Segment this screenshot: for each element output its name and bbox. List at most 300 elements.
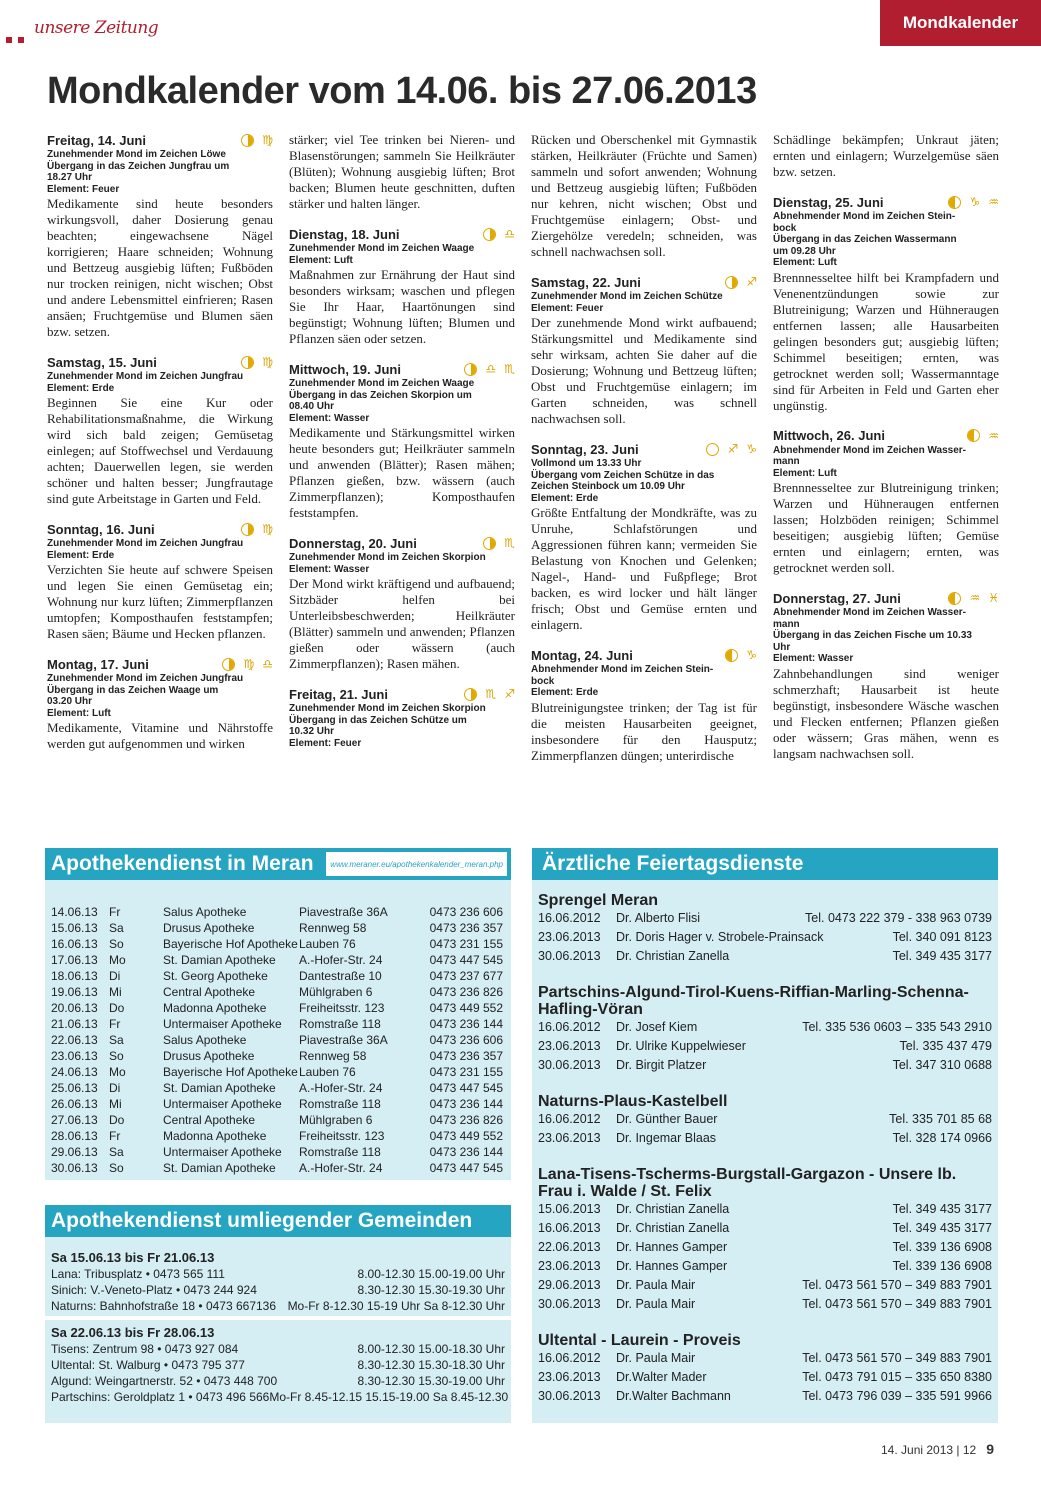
pharmacy-cell: 0473 236 826 [429,985,503,999]
doctor-cell: 16.06.2012 [538,1020,601,1034]
scorpio-icon: ♏ [504,536,515,550]
entry-text: Zahnbehandlungen sind weniger schmerzhaft; Hausarbeit ist heute begünstigt, insbesondere Wäsche waschen und Flecken entfernen; Pflanzen gießen oder wässern; Gras mähen, wenn es langsam nachwachsen soll. [773,665,999,761]
entry-date: Freitag, 14. Juni [47,132,146,148]
entry-info [773,211,999,269]
entry-info [531,664,757,699]
pharmacy-address: Sinich: V.-Veneto-Platz • 0473 244 924 [51,1283,257,1297]
doctor-cell: Tel. 339 136 6908 [892,1240,992,1254]
entry-info [47,149,273,195]
calendar-column [289,132,515,763]
pharmacy-line [51,1389,509,1405]
pharmacy-cell: Rennweg 58 [299,921,367,935]
pharmacy-cell: Fr [109,1017,121,1031]
moon-phase-icon [222,658,235,671]
doctor-cell: Dr. Christian Zanella [616,1221,730,1235]
doctor-row [538,1018,992,1037]
doctor-cell: Tel. 349 435 3177 [892,1202,992,1216]
calendar-entry [47,354,273,507]
entry-date: Freitag, 21. Juni [289,686,388,702]
pharmacy-address: Tisens: Zentrum 98 • 0473 927 084 [51,1342,239,1356]
entry-date: Montag, 17. Juni [47,656,149,672]
pharmacy-row [45,1000,511,1016]
pharmacy-cell: Fr [109,1129,121,1143]
entry-info [289,243,515,266]
doctor-cell: 30.06.2013 [538,1297,601,1311]
pharmacy-cell: 22.06.13 [51,1033,98,1047]
entry-info [531,458,757,504]
pharmacy-cell: Di [109,969,121,983]
entry-info [47,673,273,719]
entry-info-line: Element: Feuer [531,302,604,314]
entry-symbols [464,688,515,701]
doctor-cell: Tel. 0473 791 015 – 335 650 8380 [802,1370,992,1384]
calendar-entry [47,656,273,752]
sagittarius-icon: ♐ [727,442,739,456]
entry-symbols [241,523,273,536]
pharmacy-cell: Mühlgraben 6 [299,1113,373,1127]
doctor-cell: Tel. 0473 561 570 – 349 883 7901 [802,1297,992,1311]
entry-info [289,703,515,749]
entry-info-line: Zunehmender Mond im Zeichen Jungfrau [47,538,244,549]
pharmacy-meran-heading [45,848,511,880]
doctor-cell: Tel. 349 435 3177 [892,949,992,963]
entry-date: Mittwoch, 26. Juni [773,428,885,443]
pharmacy-surrounding-heading [45,1205,511,1237]
pharmacy-period-block [45,1320,511,1407]
moon-phase-icon [464,363,477,376]
pharmacy-cell: Central Apotheke [163,1113,256,1127]
entry-date: Donnerstag, 20. Juni [289,535,417,551]
entry-info-line: 08.40 Uhr [289,401,335,412]
period-title: Sa 15.06.13 bis Fr 21.06.13 [51,1250,215,1265]
pharmacy-cell: Romstraße 118 [299,1097,381,1111]
entry-header [289,361,515,377]
doctor-cell: 23.06.2013 [538,1259,601,1273]
pharmacy-cell: 24.06.13 [51,1065,98,1079]
entry-info-line: Zunehmender Mond im Zeichen Waage [289,378,475,389]
pharmacy-row [45,1048,511,1064]
region-title: Ultental - Laurein - Proveis [538,1332,741,1349]
entry-header [531,647,757,663]
doctor-row [538,909,992,928]
doctor-row [538,1238,992,1257]
calendar-column [531,132,757,778]
entry-date: Dienstag, 25. Juni [773,194,884,210]
calendar-entry [773,194,999,414]
pharmacy-cell: 27.06.13 [51,1113,98,1127]
doctor-cell: Dr. Doris Hager v. Strobele-Prainsack [616,930,824,944]
entry-text: Maßnahmen zur Ernährung der Haut sind besonders wirksam; waschen und pflegen Sie Ihr Haar, Haartönungen sind begünstigt; Wohnung lüften; Blumen und Pflanzen säen oder setzen. [289,267,515,346]
pharmacy-row [45,1096,511,1112]
entry-symbols [464,363,515,376]
pharmacy-cell: 26.06.13 [51,1097,98,1111]
doctor-cell: Tel. 0473 796 039 – 335 591 9966 [802,1389,992,1403]
pharmacy-cell: Madonna Apotheke [163,1129,267,1143]
doctor-cell: 15.06.2013 [538,1202,601,1216]
doctor-cell: Dr. Paula Mair [616,1297,696,1311]
moon-phase-icon [464,688,477,701]
libra-icon: ♎ [485,362,497,376]
pharmacy-cell: Mo [109,1065,126,1079]
calendar-entry [289,535,515,672]
entry-header [47,354,273,370]
calendar-entry [47,521,273,642]
calendar-entry [531,647,757,764]
pharmacy-hours: 8.30-12.30 15.30-19.30 Uhr [357,1283,505,1297]
doctor-cell: Dr. Christian Zanella [616,1202,730,1216]
continued-text: Schädlinge bekämpfen; Unkraut jäten; ernten und einlagern; Wurzelgemüse säen bzw. setzen. [773,132,999,179]
entry-info-line: Übergang in das Zeichen Jungfrau um [47,160,230,172]
pharmacy-hours: 8.30-12.30 15.30-19.00 Uhr [357,1374,505,1388]
pharmacy-cell: Freiheitsstr. 123 [299,1001,385,1015]
entry-date: Sonntag, 23. Juni [531,441,639,457]
pharmacy-cell: St. Georg Apotheke [163,969,268,983]
pharmacy-calendar-link[interactable]: www.meraner.eu/apothekenkalender_meran.php [326,852,507,876]
pharmacy-cell: A.-Hofer-Str. 24 [299,1161,383,1175]
page-number: 9 [986,1441,994,1457]
pharmacy-line [51,1282,505,1298]
pharmacy-row [45,1144,511,1160]
calendar-column [47,132,273,766]
entry-header [289,686,515,702]
doctor-cell: 23.06.2013 [538,1370,601,1384]
pharmacy-cell: 29.06.13 [51,1145,98,1159]
entry-info-line: Element: Luft [289,254,353,266]
pharmacy-cell: Untermaiser Apotheke [163,1097,282,1111]
entry-info-line: Übergang in das Zeichen Skorpion um [289,389,472,401]
pharmacy-cell: 0473 449 552 [429,1129,503,1143]
pharmacy-cell: 0473 236 606 [429,905,503,919]
entry-info-line: Übergang in das Zeichen Fische um 10.33 [773,630,972,641]
pharmacy-cell: 0473 231 155 [429,1065,503,1079]
pharmacy-hours: 8.00-12.30 15.00-18.30 Uhr [357,1342,505,1356]
entry-text: Der zunehmende Mond wirkt aufbauend; Stärkungsmittel und Medikamente sind sehr wirksam, achten Sie daher auf die Dosierung; Wohnung und Bettzeug lüften; Obst und Fruchtgemüse einlagern; im Garten schneiden, was schnell nachwachsen soll. [531,315,757,426]
entry-text: Medikamente sind heute besonders wirkungsvoll, daher Dosierung genau beachten; eingewachsene Nägel korrigieren; Haare schneiden; Wohnung und Bettzeug ausgiebig lüften; Fußböden nur trocken reinigen, nicht wischen; Obst und andere Lebensmittel einfrieren; Rasen ansäen; Fruchtgemüse und Blumen säen bzw. setzen. [47,196,273,339]
section-tab[interactable]: Mondkalender [880,0,1041,46]
moon-phase-icon [241,356,254,369]
pharmacy-cell: Mi [109,1097,122,1111]
doctor-cell: 23.06.2013 [538,1131,601,1145]
moon-phase-icon [483,537,496,550]
pharmacy-cell: 0473 236 826 [429,1113,503,1127]
pharmacy-cell: Sa [109,1033,124,1047]
doctors-box [532,848,998,1423]
entry-header [47,132,273,148]
pharmacy-address: Algund: Weingartnerstr. 52 • 0473 448 700 [51,1374,278,1388]
doctor-region [532,1160,998,1314]
pharmacy-address: Naturns: Bahnhofstraße 18 • 0473 667136 [51,1299,277,1313]
doctor-row [538,928,992,947]
pisces-icon: ♓ [988,591,999,605]
pharmacy-line [51,1298,505,1314]
pharmacy-cell: Madonna Apotheke [163,1001,267,1015]
pharmacy-cell: 0473 236 357 [429,1049,503,1063]
entry-symbols [241,356,273,369]
pharmacy-cell: Central Apotheke [163,985,256,999]
entry-header [289,535,515,551]
calendar-entry [531,441,757,633]
pharmacy-cell: So [109,937,124,951]
pharmacy-address: Lana: Tribusplatz • 0473 565 111 [51,1267,225,1281]
calendar-column [773,132,999,776]
entry-info-line: Element: Luft [47,707,111,719]
entry-info-line: Übergang in das Zeichen Wassermann [773,234,957,245]
pharmacy-cell: 25.06.13 [51,1081,98,1095]
pharmacy-meran-box [45,848,511,1180]
doctor-cell: Dr.Walter Bachmann [616,1389,731,1403]
entry-symbols [241,134,273,147]
calendar-entry [773,590,999,762]
entry-info [47,538,273,561]
entry-info-line: Zunehmender Mond im Zeichen Jungfrau [47,673,244,684]
entry-info-line: Element: Wasser [773,653,854,664]
pharmacy-hours: Mo-Fr 8-12.30 15-19 Uhr Sa 8-12.30 Uhr [287,1299,505,1313]
pharmacy-cell: 14.06.13 [51,905,98,919]
pharmacy-cell: 20.06.13 [51,1001,98,1015]
doctor-row [538,1219,992,1238]
pharmacy-cell: Salus Apotheke [163,905,247,919]
doctor-row [538,1276,992,1295]
pharmacy-cell: 0473 449 552 [429,1001,503,1015]
pharmacy-period-block [45,1245,511,1316]
doctor-row [538,1349,992,1368]
entry-info-line: Element: Luft [773,257,837,268]
doctor-cell: Tel. 347 310 0688 [892,1058,992,1072]
pharmacy-row [45,952,511,968]
doctor-cell: Dr. Paula Mair [616,1278,696,1292]
pharmacy-cell: 16.06.13 [51,937,98,951]
entry-date: Sonntag, 16. Juni [47,521,155,537]
pharmacy-cell: 0473 231 155 [429,937,503,951]
pharmacy-cell: 0473 236 144 [429,1097,503,1111]
virgo-icon: ♍ [262,522,273,536]
pharmacy-cell: So [109,1049,124,1063]
entry-info-line: Element: Erde [47,549,115,561]
capricorn-icon: ♑ [746,442,757,456]
entry-symbols [222,658,273,671]
pharmacy-cell: Drusus Apotheke [163,921,255,935]
entry-info [773,445,999,480]
doctor-cell: 30.06.2013 [538,1058,601,1072]
entry-info-line: Zunehmender Mond im Zeichen Waage [289,243,475,254]
doctor-cell: Tel. 335 437 479 [899,1039,992,1053]
pharmacy-cell: 17.06.13 [51,953,98,967]
libra-icon: ♎ [262,657,273,671]
doctor-row [538,1037,992,1056]
doctors-list [532,880,998,1406]
pharmacy-cell: A.-Hofer-Str. 24 [299,953,383,967]
doctor-cell: 22.06.2013 [538,1240,601,1254]
pharmacy-cell: Untermaiser Apotheke [163,1145,282,1159]
pharmacy-cell: 0473 237 677 [429,969,503,983]
entry-info-line: Abnehmender Mond im Zeichen Wasser- [773,607,966,618]
entry-info-line: Übergang in das Zeichen Waage um [47,684,219,696]
doctor-cell: Dr. Ulrike Kuppelwieser [616,1039,746,1053]
doctor-cell: Dr.Walter Mader [616,1370,707,1384]
entry-info-line: Übergang in das Zeichen Schütze um [289,714,467,726]
pharmacy-cell: A.-Hofer-Str. 24 [299,1081,383,1095]
calendar-entry [289,361,515,521]
pharmacy-cell: St. Damian Apotheke [163,1161,276,1175]
pharmacy-cell: 0473 236 144 [429,1017,503,1031]
pharmacy-cell: 21.06.13 [51,1017,98,1031]
entry-info-line: 10.32 Uhr [289,726,335,737]
pharmacy-cell: Di [109,1081,121,1095]
entry-text: Verzichten Sie heute auf schwere Speisen und legen Sie einen Gemüsetag ein; Wohnung nur kurz lüften; Zimmerpflanzen umtopfen; Komposthaufen feststampfen; Rasen säen; Bäume und Hecken pflanzen. [47,562,273,641]
entry-text: Blutreinigungstee trinken; der Tag ist für die meisten Hausarbeiten geeignet, insbesondere für den Hausputz; Zimmerpflanzen düngen; unterirdische [531,699,757,763]
pharmacy-hours: 8.30-12.30 15.30-18.30 Uhr [357,1358,505,1372]
pharmacy-cell: Romstraße 118 [299,1017,381,1031]
entry-text: Brennnesseltee hilft bei Krampfadern und Venenentzündungen sowie zur Blutreinigung; Warzen und Hühneraugen entfernen lassen; alle Hausarbeiten gelingen besonders gut; ausgiebig lüften; Schimmel beseitigen; ernten, was getrocknet werden soll; Wassermanntage sind für Arbeiten in Feld und Garten eher ungünstig. [773,269,999,413]
entry-info-line: Element: Erde [47,382,115,394]
entry-date: Mittwoch, 19. Juni [289,361,401,377]
pharmacy-row [45,1128,511,1144]
entry-info-line: Element: Luft [773,467,837,479]
calendar-entry [47,132,273,340]
period-title: Sa 22.06.13 bis Fr 28.06.13 [51,1325,215,1340]
pharmacy-row [45,1016,511,1032]
pharmacy-cell: Bayerische Hof Apotheke [163,937,298,951]
calendar-entry [773,428,999,577]
calendar-entry [289,226,515,347]
pharmacy-cell: Drusus Apotheke [163,1049,255,1063]
entry-info-line: Element: Wasser [289,412,370,424]
pharmacy-cell: Sa [109,1145,124,1159]
entry-info [289,378,515,424]
entry-info-line: um 09.28 Uhr [773,245,836,257]
entry-date: Montag, 24. Juni [531,647,633,663]
pharmacy-row [45,1160,511,1176]
entry-info-line: 03.20 Uhr [47,696,93,707]
entry-info-line: Uhr [773,641,791,653]
entry-info-line: Abnehmender Mond im Zeichen Stein- [773,211,956,222]
entry-info-line: Abnehmender Mond im Zeichen Wasser- [773,444,966,456]
pharmacy-cell: Freiheitsstr. 123 [299,1129,385,1143]
doctor-cell: Tel. 0473 222 379 - 338 963 0739 [805,911,992,925]
pharmacy-line [51,1357,505,1373]
aquarius-icon: ♒ [988,195,999,209]
doctor-cell: 23.06.2013 [538,1039,601,1053]
entry-header [289,226,515,242]
pharmacy-cell: Piavestraße 36A [299,1033,388,1047]
pharmacy-cell: Mo [109,953,126,967]
pharmacy-cell: 0473 236 606 [429,1033,503,1047]
doctor-cell: Dr. Birgit Platzer [616,1058,707,1072]
pharmacy-row [45,904,511,920]
moon-phase-icon [725,649,738,662]
pharmacy-cell: Mi [109,985,122,999]
libra-icon: ♎ [504,227,515,241]
entry-info-line: bock [531,675,555,687]
pharmacy-row [45,984,511,1000]
region-title: Lana-Tisens-Tscherms-Burgstall-Gargazon - Unsere lb. Frau i. Walde / St. Felix [538,1166,957,1200]
continued-text: Rücken und Oberschenkel mit Gymnastik stärken, Heilkräuter (Früchte und Samen) sammeln und sofort anwenden; Wohnung und Bettzeug ausgiebig lüften; Fußböden nur kehren, nicht wischen; Obst und Fruchtgemüse einlagern; Obst- und Ziergehölze veredeln; schneiden, was schnell nachwachsen soll. [531,132,757,259]
doctor-row [538,1129,992,1148]
entry-text: Medikamente und Stärkungsmittel wirken heute besonders gut; Heilkräuter sammeln und anwenden (Blätter); Rasen mähen; Pflanzen gießen, bzw. wässern (auch Zimmerpflanzen); Komposthaufen feststampfen. [289,425,515,520]
doctor-cell: Tel. 328 174 0966 [892,1131,992,1145]
pharmacy-cell: 15.06.13 [51,921,98,935]
pharmacy-row [45,1112,511,1128]
moon-phase-icon [706,443,719,456]
capricorn-icon: ♑ [969,195,981,209]
doctor-row [538,1110,992,1129]
entry-header [47,656,273,672]
issue-label: 14. Juni 2013 | 12 [881,1443,977,1457]
pharmacy-cell: Lauben 76 [299,937,356,951]
moon-phase-icon [241,134,254,147]
doctors-title: Ärztliche Feiertagsdienste [542,852,804,875]
entry-info [773,607,999,665]
continued-text: stärker; viel Tee trinken bei Nieren- und Blasenstörungen; sammeln Sie Heilkräuter (Blüten); Wohnung ausgiebig lüften; Brot backen; Blumen heute geschnitten, duften stärker und halten länger. [289,132,515,211]
entry-info [47,371,273,394]
entry-info-line: Element: Wasser [289,563,370,575]
pharmacy-hours: 8.00-12.30 15.00-19.00 Uhr [357,1267,505,1281]
logo-squares [6,30,30,48]
doctor-cell: 30.06.2013 [538,1389,601,1403]
aquarius-icon: ♒ [988,428,999,443]
pharmacy-row [45,968,511,984]
entry-text: Brennnesseltee zur Blutreinigung trinken; Warzen und Hühneraugen entfernen lassen; Holzböden reinigen; Schimmel beseitigen; ausgiebig lüften; Gemüse ernten und einlagern; ernten, was getrocknet werden soll. [773,480,999,575]
pharmacy-cell: Mühlgraben 6 [299,985,373,999]
entry-symbols [948,196,999,209]
entry-text: Beginnen Sie eine Kur oder Rehabilitationsmaßnahme, die Wirkung wird sich bald zeigen; Gemüsetag einlegen; auf Stoffwechsel und Verdauung achten; Dauerwellen legen, sie werden schöner und halten besser; Jungfrautage sind gute Arbeitstage in Garten und Feld. [47,395,273,506]
pharmacy-cell: Sa [109,921,124,935]
calendar-entry [531,274,757,427]
pharmacy-row [45,920,511,936]
entry-info-line: Element: Erde [531,492,599,504]
entry-symbols [967,429,999,442]
virgo-icon: ♍ [262,133,273,147]
doctor-region [532,1087,998,1148]
entry-text: Der Mond wirkt kräftigend und aufbauend; Sitzbäder helfen bei Unterleibsbeschwerden; Heilkräuter (Blätter) sammeln und anwenden; Pflanzen gießen oder wässern (auch Zimmerpflanzen); Rasen mähen. [289,576,515,671]
pharmacy-cell: 0473 447 545 [429,953,503,967]
pharmacy-address: Partschins: Geroldplatz 1 • 0473 496 566 [51,1390,270,1404]
pharmacy-row [45,936,511,952]
doctor-row [538,1387,992,1406]
pharmacy-cell: Rennweg 58 [299,1049,367,1063]
pharmacy-cell: 23.06.13 [51,1049,98,1063]
pharmacy-cell: 30.06.13 [51,1161,98,1175]
doctor-row [538,1295,992,1314]
pharmacy-cell: Piavestraße 36A [299,905,388,919]
pharmacy-cell: Fr [109,905,121,919]
doctor-cell: Dr. Alberto Flisi [616,911,701,925]
entry-symbols [483,537,515,550]
doctor-cell: Tel. 335 701 85 68 [889,1112,992,1126]
doctor-cell: Dr. Ingemar Blaas [616,1131,717,1145]
doctor-cell: Tel. 340 091 8123 [892,930,992,944]
aquarius-icon: ♒ [969,591,981,605]
entry-header [531,441,757,457]
entry-header [773,194,999,210]
pharmacy-row [45,1032,511,1048]
pharmacy-cell: St. Damian Apotheke [163,953,276,967]
entry-symbols [725,276,757,289]
doctor-cell: Tel. 349 435 3177 [892,1221,992,1235]
doctor-cell: 23.06.2013 [538,930,601,944]
doctor-cell: Tel. 0473 561 570 – 349 883 7901 [802,1278,992,1292]
doctor-region [532,1326,998,1406]
entry-info-line: Zunehmender Mond im Zeichen Skorpion [289,703,486,714]
pharmacy-surrounding-box [45,1205,511,1423]
entry-symbols [706,443,757,456]
region-title: Sprengel Meran [538,892,659,909]
entry-date: Donnerstag, 27. Juni [773,590,901,606]
doctor-cell: 16.06.2012 [538,911,601,925]
pharmacy-meran-title: Apothekendienst in Meran [51,852,314,875]
doctor-cell: Tel. 335 536 0603 – 335 543 2910 [802,1020,992,1034]
virgo-icon: ♍ [243,657,255,671]
